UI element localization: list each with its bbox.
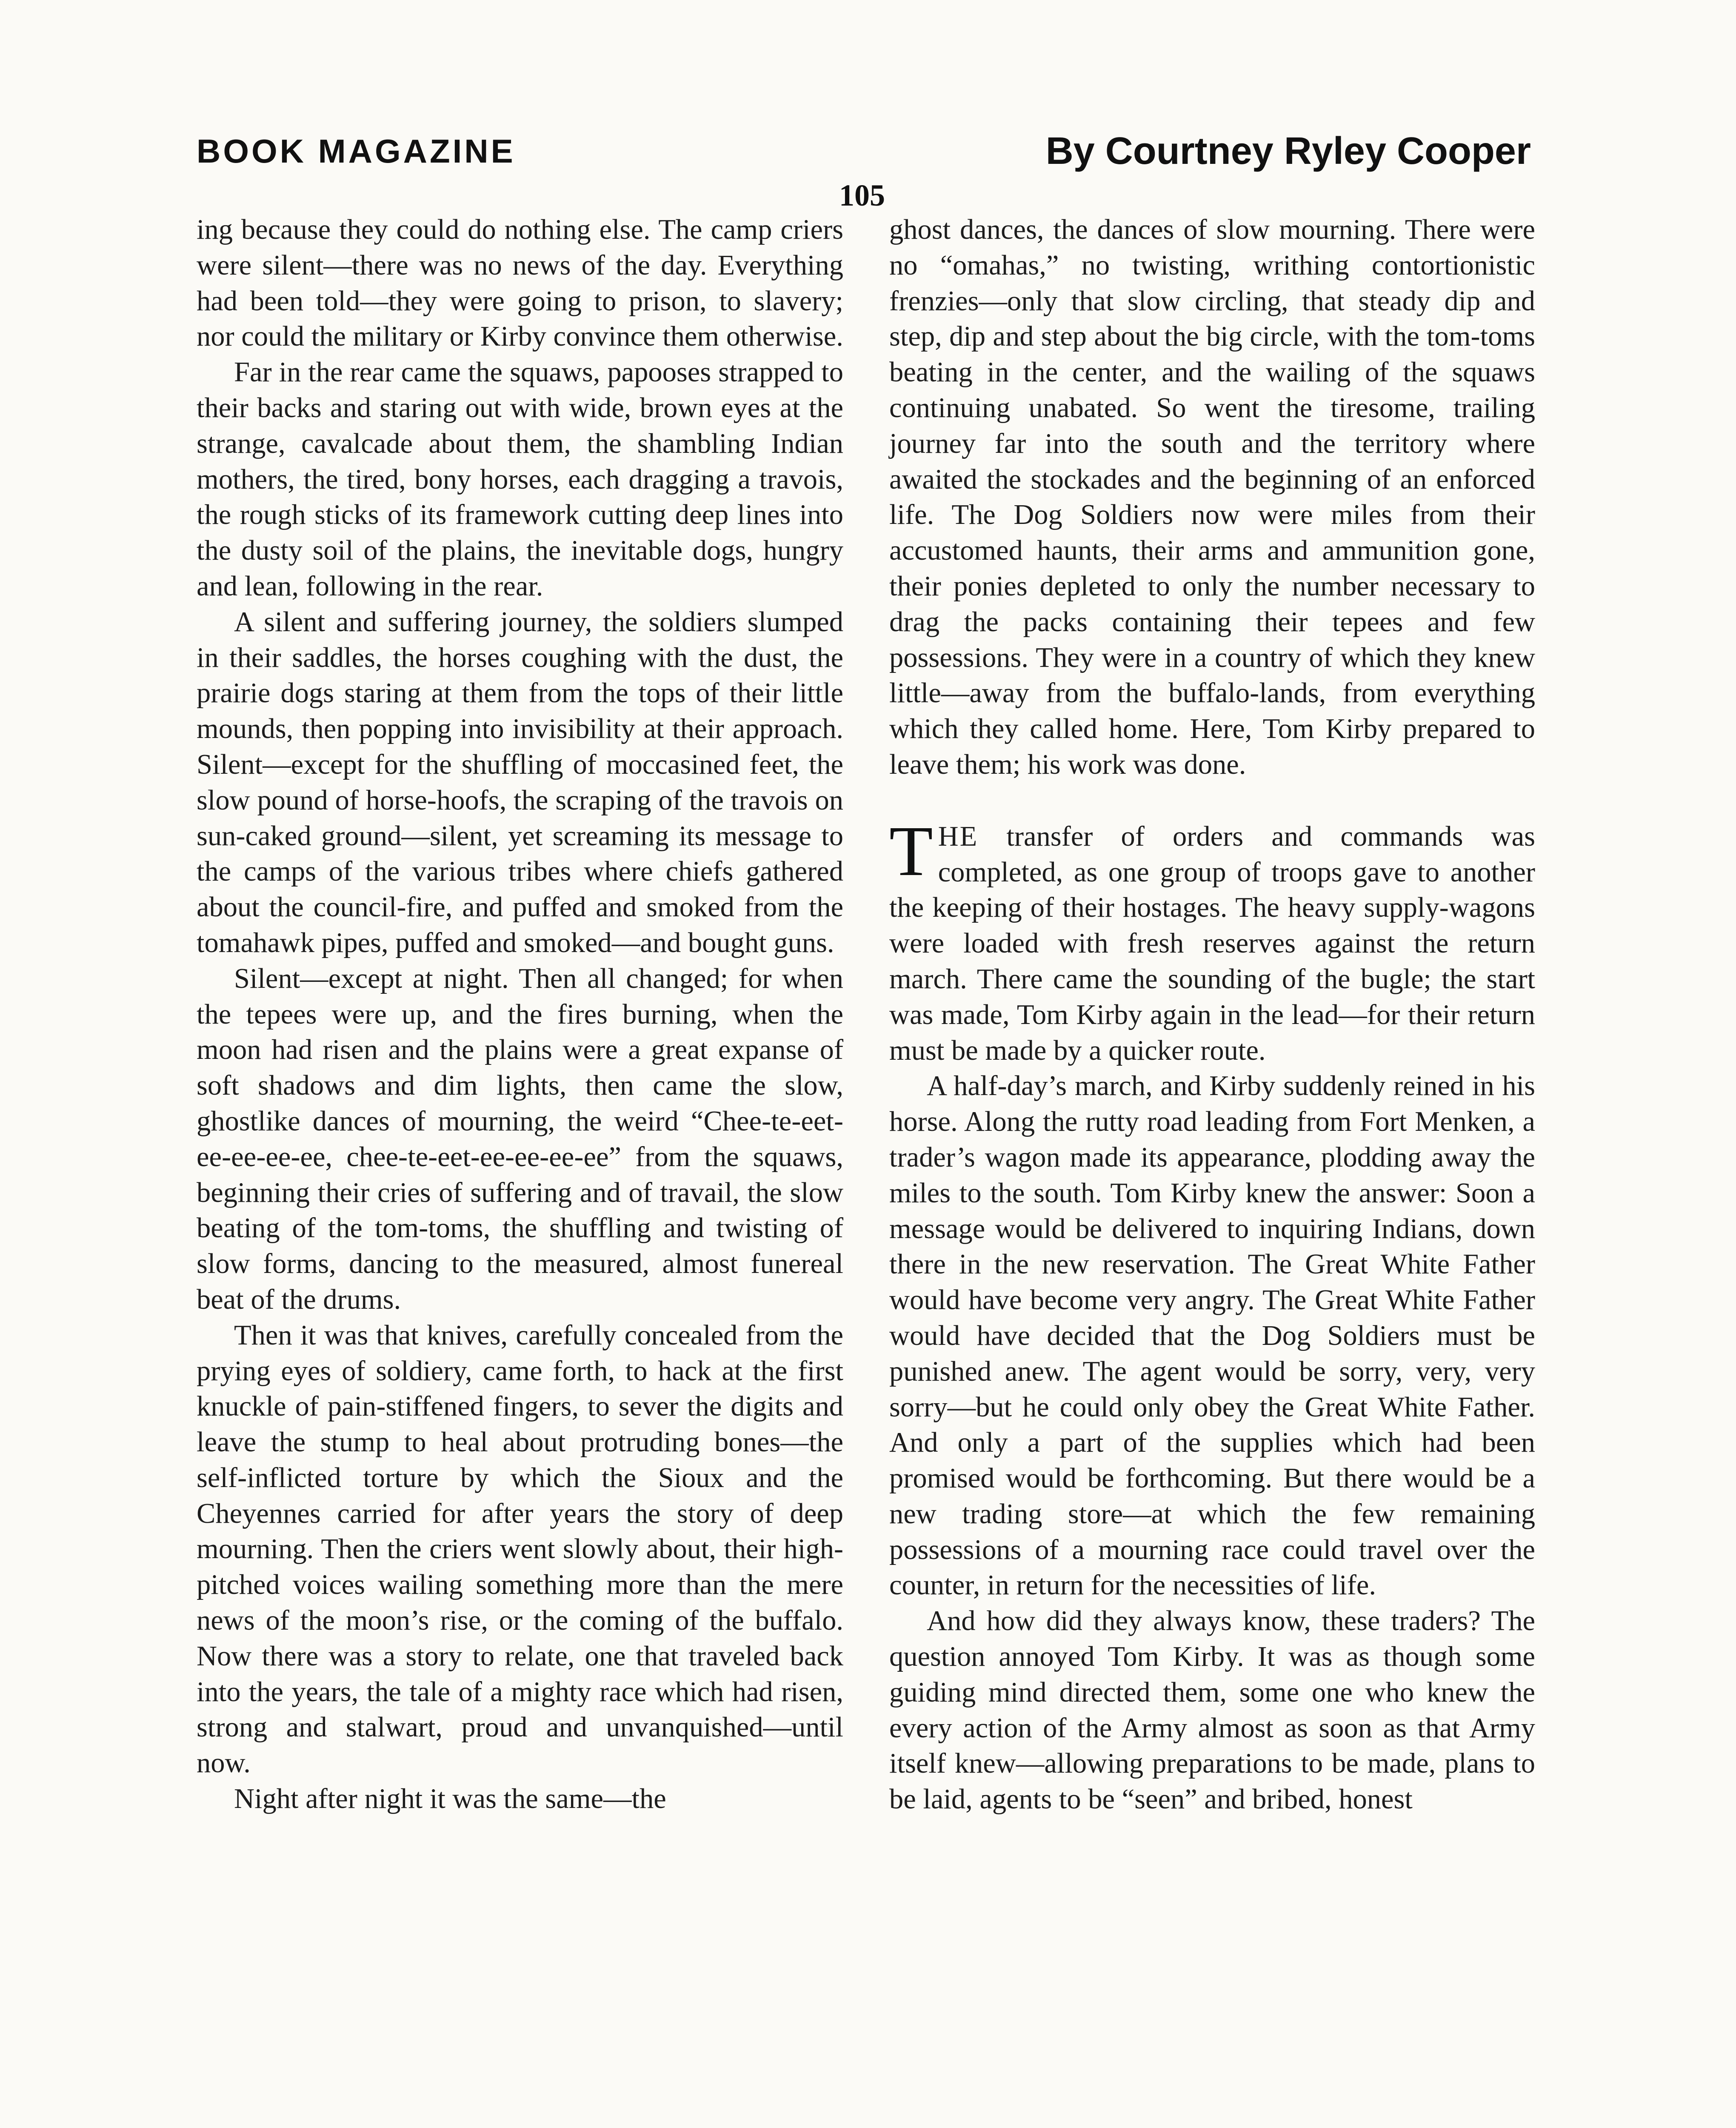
section-opening-text: transfer of orders and commands was completed, as one group of troops gave to another the keeping of their hostages. The heavy supply-wagons were loaded with fresh reserves against the return march. There came the sounding of the bugle; the start was made, Tom Kirby again in the lead—for their return must be made by a quicker route. — [889, 821, 1535, 1066]
page-number: 105 — [839, 178, 885, 212]
paragraph: Silent—except at night. Then all changed; for when the tepees were up, and the fires burning, when the moon had risen and the plains were a great expanse of soft shadows and dim lights, then came the slow, ghostlike dances of mourning, the weird “Chee-te-eet-ee-ee-ee-ee, chee-te-eet-ee-ee-ee-ee” from the squaws, beginning their cries of suffering and of travail, the slow beating of the tom-toms, the shuffling and twisting of slow forms, dancing to the measured, almost funereal beat of the drums. — [197, 963, 843, 1315]
paragraph: ghost dances, the dances of slow mourning. There were no “omahas,” no twisting, writhing contortionistic frenzies—only that slow circling, that steady dip and step, dip and step about the big circle, with the tom-toms beating in the center, and the wailing of the squaws continuing unabated. So went the tiresome, trailing journey far into the south and the territory where awaited the stockades and the beginning of an enforced life. The Dog Soldiers now were miles from their accustomed haunts, their arms and ammunition gone, their ponies depleted to only the number necessary to drag the packs containing their tepees and few possessions. They were in a country of which they knew little—away from the buffalo-lands, from everything which they called home. Here, Tom Kirby prepared to leave them; his work was done. — [889, 214, 1535, 780]
author-byline: By Courtney Ryley Cooper — [1045, 130, 1531, 172]
paragraph: And how did they always know, these traders? The question annoyed Tom Kirby. It was as though some guiding mind directed them, some one who knew the every action of the Army almost as soon as that Army itself knew—allowing preparations to be made, plans to be laid, agents to be “seen” and bribed, honest — [889, 1605, 1535, 1815]
paragraph: A half-day’s march, and Kirby suddenly reined in his horse. Along the rutty road leading from Fort Menken, a trader’s wagon made its appearance, plodding away the miles to the south. Tom Kirby knew the answer: Soon a message would be delivered to inquiring Indians, down there in the new reservation. The Great White Father would have become very angry. The Great White Father would have decided that the Dog Soldiers must be punished anew. The agent would be sorry, very, very sorry—but he could only obey the Great White Father. And only a part of the supplies which had been promised would be forthcoming. But there would be a new trading store—at which the few remaining possessions of a mourning race could travel over the counter, in return for the necessities of life. — [889, 1070, 1535, 1601]
paragraph: A silent and suffering journey, the soldiers slumped in their saddles, the horses coughing with the dust, the prairie dogs staring at them from the tops of their little mounds, then popping into invisibility at their approach. Silent—except for the shuffling of moccasined feet, the slow pound of horse-hoofs, the scraping of the travois on sun-caked ground—silent, yet screaming its message to the camps of the various tribes where chiefs gathered about the council-fire, and puffed and smoked from the tomahawk pipes, puffed and smoked—and bought guns. — [197, 606, 843, 958]
paragraph: Night after night it was the same—the — [234, 1783, 666, 1815]
publication-title: BOOK MAGAZINE — [197, 132, 516, 170]
left-column — [197, 212, 843, 1817]
paragraph: Far in the rear came the squaws, papooses strapped to their backs and staring out with wide, brown eyes at the strange, cavalcade about them, the shambling Indian mothers, the tired, bony horses, each dragging a travois, the rough sticks of its framework cutting deep lines into the dusty soil of the plains, the inevitable dogs, hungry and lean, following in the rear. — [197, 357, 843, 602]
section-opening-paragraph — [889, 811, 1535, 1069]
right-column — [889, 212, 1535, 1817]
paragraph: ing because they could do nothing else. The camp criers were silent—there was no news of the day. Everything had been told—they were going to prison, to slavery; nor could the military or Kirby convince them otherwise. — [197, 214, 843, 352]
paragraph: Then it was that knives, carefully concealed from the prying eyes of soldiery, came forth, to hack at the first knuckle of pain-stiffened fingers, to sever the digits and leave the stump to heal about protruding bones—the self-inflicted torture by which the Sioux and the Cheyennes carried for after years the story of deep mourning. Then the criers went slowly about, their high-pitched voices wailing something more than the mere news of the moon’s rise, or the coming of the buffalo. Now there was a story to relate, one that traveled back into the years, the tale of a mighty race which had risen, strong and stalwart, proud and unvanquished—until now. — [197, 1319, 843, 1779]
drop-cap: T — [889, 811, 933, 891]
small-caps-lead: HE — [938, 821, 979, 852]
running-head — [197, 132, 1531, 183]
